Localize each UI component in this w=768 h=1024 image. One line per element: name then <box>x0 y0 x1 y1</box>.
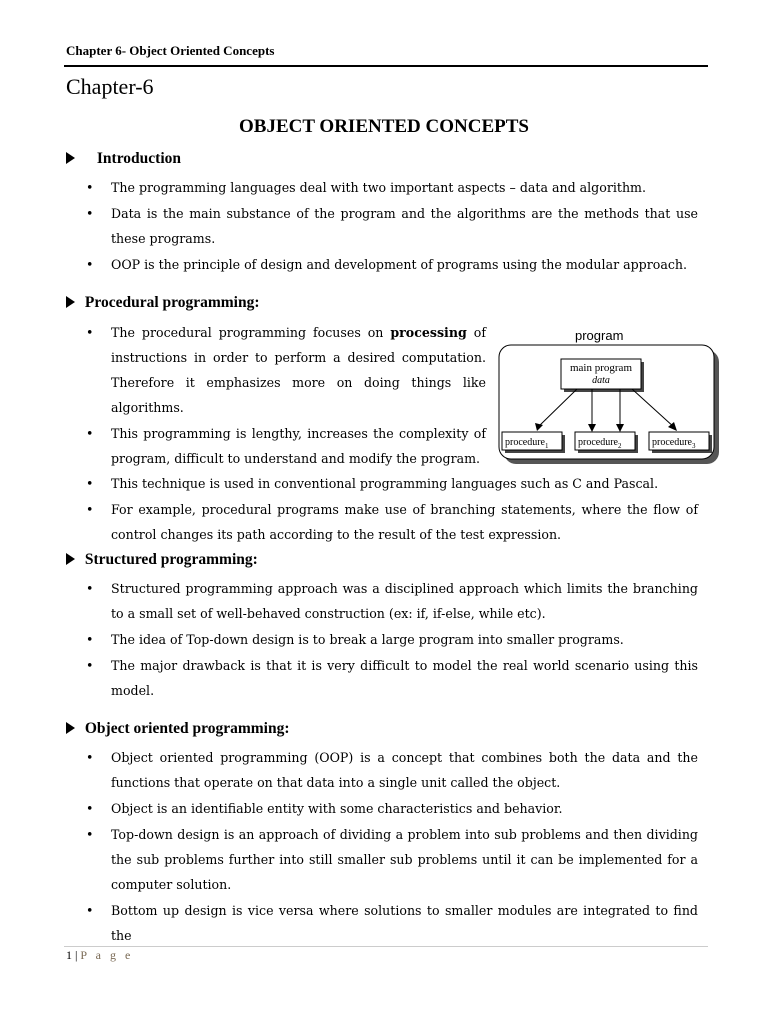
page-number: 1 <box>66 948 72 962</box>
header-divider <box>64 65 708 67</box>
diagram-title: program <box>575 328 624 343</box>
bullet-dot-icon: • <box>86 581 94 596</box>
main-program-data-label: data <box>592 375 610 386</box>
bullet-dot-icon: • <box>86 206 94 221</box>
section-heading-text: Object oriented programming: <box>84 720 290 737</box>
list-item-text: Object is an identifiable entity with some characteristics and behavior. <box>111 801 563 816</box>
list-item-text: The procedural programming focuses on processing of instructions in order to perform a desired computation. Therefore it emphasizes more on doing things like algorithms. <box>111 325 486 415</box>
section-heading-text: Procedural programming: <box>84 294 260 311</box>
arrow-bullet-icon <box>66 553 75 565</box>
list-item <box>86 471 698 496</box>
list-item <box>86 627 698 652</box>
bullet-dot-icon: • <box>86 632 94 647</box>
bullet-dot-icon: • <box>86 903 94 918</box>
arrow-bullet-icon <box>66 296 75 308</box>
main-program-label: main program <box>569 362 633 374</box>
footer-separator: | <box>75 948 78 962</box>
list-item <box>86 252 698 277</box>
list-item <box>86 822 698 897</box>
footer-divider <box>64 946 708 947</box>
list-item-text: OOP is the principle of design and development of programs using the modular approach. <box>111 257 688 272</box>
procedure-label-3: procedure$_3$ <box>652 437 696 450</box>
page-word: P a g e <box>80 948 134 962</box>
list-item <box>86 653 698 703</box>
list-item <box>86 898 698 948</box>
list-item <box>86 497 698 547</box>
list-item-text: The idea of Top-down design is to break a large program into smaller programs. <box>111 632 624 647</box>
bullet-dot-icon: • <box>86 750 94 765</box>
list-item-text: Bottom up design is vice versa where solutions to smaller modules are integrated to find the <box>111 903 698 943</box>
list-item <box>86 796 698 821</box>
section-heading-text: Structured programming: <box>84 551 258 568</box>
list-item-text: For example, procedural programs make use of branching statements, where the flow of control changes its path according to the result of the test expression. <box>111 502 698 542</box>
section-heading-text: Introduction <box>96 150 181 167</box>
list-item <box>86 201 698 251</box>
list-item-text: Object oriented programming (OOP) is a concept that combines both the data and the functions that operate on that data into a single unit called the object. <box>111 750 698 790</box>
running-header: Chapter 6- Object Oriented Concepts <box>66 43 275 58</box>
bullet-dot-icon: • <box>86 801 94 816</box>
list-item-text: Top-down design is an approach of dividing a problem into sub problems and then dividing the sub problems further into still smaller sub problems until it can be implemented for a computer solution. <box>111 827 698 892</box>
bullet-dot-icon: • <box>86 476 94 491</box>
page-title: OBJECT ORIENTED CONCEPTS <box>239 116 529 137</box>
bullet-dot-icon: • <box>86 502 94 517</box>
procedural-program-diagram <box>497 328 722 468</box>
list-item <box>86 175 698 200</box>
bullet-dot-icon: • <box>86 257 94 272</box>
list-item <box>86 576 698 626</box>
section-heading-procedural <box>66 294 260 312</box>
list-item-text: The major drawback is that it is very difficult to model the real world scenario using this model. <box>111 658 698 698</box>
chapter-label: Chapter-6 <box>66 74 154 99</box>
bullet-dot-icon: • <box>86 325 94 340</box>
arrow-bullet-icon <box>66 152 75 164</box>
list-item-text: This programming is lengthy, increases the complexity of program, difficult to understand and modify the program. <box>111 426 486 466</box>
bullet-dot-icon: • <box>86 658 94 673</box>
list-item-text: Data is the main substance of the program and the algorithms are the methods that use these programs. <box>111 206 698 246</box>
arrow-bullet-icon <box>66 722 75 734</box>
list-item-text: The programming languages deal with two important aspects – data and algorithm. <box>111 180 646 195</box>
list-item <box>86 320 486 420</box>
bullet-dot-icon: • <box>86 180 94 195</box>
list-item-text: Structured programming approach was a disciplined approach which limits the branching to a small set of well-behaved construction (ex: if, if-else, while etc). <box>111 581 698 621</box>
procedure-label-1: procedure$_1$ <box>505 437 549 450</box>
list-item-text: This technique is used in conventional programming languages such as C and Pascal. <box>111 476 659 491</box>
page-footer <box>66 948 133 963</box>
list-item <box>86 421 486 471</box>
section-heading-introduction <box>66 150 181 168</box>
bullet-dot-icon: • <box>86 426 94 441</box>
section-heading-structured <box>66 551 258 569</box>
section-heading-oop <box>66 720 290 738</box>
procedure-label-2: procedure$_2$ <box>578 437 622 450</box>
bullet-dot-icon: • <box>86 827 94 842</box>
list-item <box>86 745 698 795</box>
